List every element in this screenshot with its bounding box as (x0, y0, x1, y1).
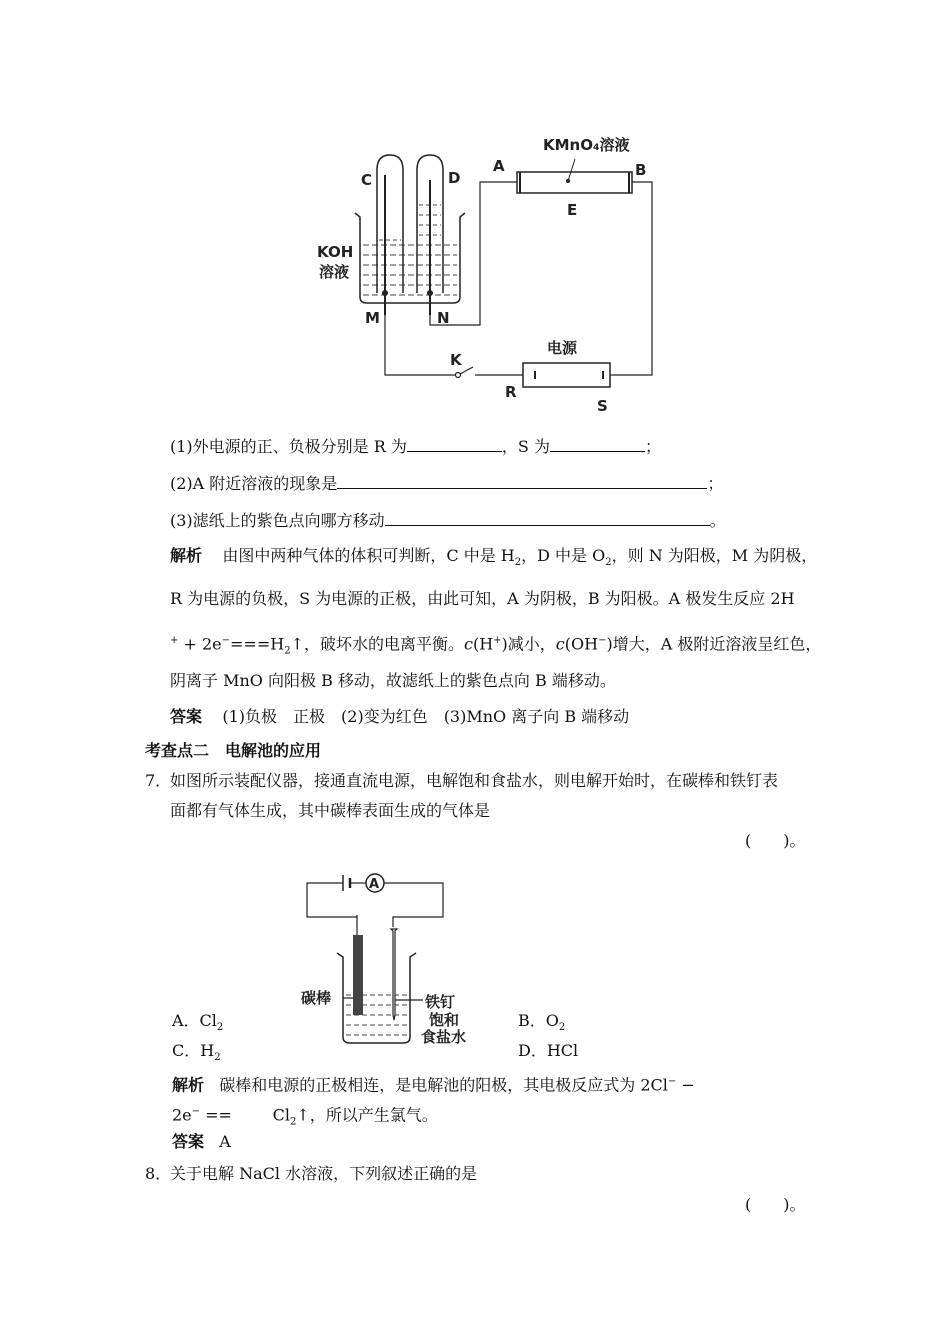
q6-analysis-text: ，D 中是 O (521, 546, 606, 565)
q7-analysis-text: 碳棒和电源的正极相连，是电解池的阳极，其电极反应式为 2Cl (219, 1075, 668, 1095)
q7-analysis-line1 (172, 1071, 695, 1096)
label-r: R (505, 383, 517, 401)
subscript: 2 (290, 1116, 297, 1128)
q6-analysis-line2: R 为电源的负极，S 为电源的正极，由此可知，A 为阴极，B 为阳极。A 极发生反应 2H (170, 589, 795, 608)
label-a: A (493, 157, 505, 175)
q7-answer (172, 1131, 231, 1153)
analysis-label: 解析 (170, 546, 203, 565)
iron-nail (391, 929, 397, 1020)
superscript: − (598, 635, 607, 646)
q6-analysis-text: )增大，A 极附近溶液呈红色， (606, 634, 822, 654)
subscript: 2 (214, 1052, 221, 1064)
q7-analysis-text: ↑，所以产生氯气。 (296, 1105, 438, 1125)
subscript: 2 (605, 557, 612, 569)
answer-blank[interactable] (385, 509, 710, 526)
label-koh: KOH (317, 243, 354, 261)
option-text: C．H (172, 1041, 215, 1060)
q7-analysis-text: Cl (272, 1105, 290, 1125)
answer-blank[interactable] (337, 472, 707, 489)
answer-label: 答案 (170, 707, 203, 726)
q8-text: 关于电解 NaCl 水溶液，下列叙述正确的是 (170, 1164, 478, 1183)
label-k: K (450, 351, 462, 369)
q7-option-c[interactable] (172, 1040, 221, 1069)
q6-part1-text-c: ； (644, 437, 661, 456)
superscript: − (221, 635, 231, 646)
superscript: − (667, 1076, 677, 1087)
label-salt-water: 食盐水 (421, 1028, 467, 1046)
q7-analysis-text: − (676, 1075, 695, 1095)
q6-analysis-text: 由图中两种气体的体积可判断，C 中是 H (222, 546, 515, 565)
q6-part1-text-b: ，S 为 (501, 437, 550, 456)
q6-analysis-text: c (463, 634, 473, 654)
q7-analysis-text: == (200, 1105, 232, 1125)
label-power: 电源 (547, 339, 578, 357)
carbon-rod (353, 935, 363, 1015)
figure-salt-water-electrolysis (295, 865, 485, 1050)
label-kmno4: KMnO₄溶液 (543, 136, 630, 154)
label-m: M (365, 309, 380, 327)
label-e: E (567, 201, 578, 219)
q6-answer-text: (1)负极 正极 (2)变为红色 (3)MnO 离子向 B 端移动 (222, 707, 630, 726)
q6-analysis-text: ↑，破坏水的电离平衡。 (290, 634, 464, 654)
analysis-label: 解析 (172, 1075, 205, 1095)
label-b: B (635, 161, 647, 179)
q6-part1-text-a: (1)外电源的正、负极分别是 R 为 (170, 437, 407, 456)
q6-analysis-text: (H (472, 634, 494, 654)
q7-text-line1: 如图所示装配仪器，接通直流电源，电解饱和食盐水，则电解开始时，在碳棒和铁钉表 (170, 771, 779, 790)
q7-option-d[interactable] (518, 1040, 578, 1062)
label-iron-nail: 铁钉 (425, 993, 456, 1011)
ammeter-label: A (369, 877, 380, 892)
q6-part3-text-b: 。 (709, 511, 726, 530)
q6-part1 (170, 435, 661, 458)
subscript: 2 (558, 1022, 566, 1034)
option-text: B．O (518, 1011, 559, 1030)
q6-part3 (170, 509, 726, 532)
q7-text-line2: 面都有气体生成，其中碳棒表面生成的气体是 (170, 801, 491, 820)
q7-number: 7． (145, 771, 172, 790)
q6-part3-text-a: (3)滤纸上的紫色点向哪方移动 (170, 511, 385, 530)
label-carbon-rod: 碳棒 (301, 989, 332, 1007)
option-text: A．Cl (172, 1011, 217, 1030)
q7-analysis-text: 2e (172, 1105, 192, 1125)
answer-label: 答案 (172, 1132, 205, 1151)
option-text: D．HCl (518, 1041, 579, 1060)
q6-analysis-line3 (170, 630, 821, 663)
q6-analysis-text: ===H (230, 634, 285, 654)
q7-answer-bracket[interactable]: ( )。 (745, 831, 806, 850)
q6-part2 (170, 472, 723, 495)
q7-option-a[interactable] (172, 1010, 223, 1039)
q6-analysis-text: (OH (564, 634, 599, 654)
q6-part2-text-a: (2)A 附近溶液的现象是 (170, 474, 338, 493)
subscript: 2 (514, 557, 522, 569)
label-s: S (597, 397, 608, 415)
section-title: 考查点二 电解池的应用 (145, 741, 322, 760)
superscript: + (170, 635, 179, 646)
q6-analysis-text: c (555, 634, 565, 654)
label-d: D (448, 169, 461, 187)
q8-answer-bracket[interactable]: ( )。 (745, 1195, 806, 1214)
label-koh-solution: 溶液 (319, 263, 350, 281)
label-c: C (361, 171, 373, 189)
figure-electrolysis-apparatus (305, 125, 670, 420)
q6-analysis-text: + 2e (178, 634, 222, 654)
q6-analysis-line1 (170, 545, 817, 574)
q6-answer (170, 706, 629, 728)
answer-blank[interactable] (407, 435, 502, 452)
label-n: N (437, 309, 450, 327)
q6-analysis-line4: 阴离子 MnO 向阳极 B 移动，故滤纸上的紫色点向 B 端移动。 (170, 671, 616, 690)
subscript: 2 (216, 1022, 224, 1034)
q7-analysis-line2 (172, 1101, 438, 1134)
q8-number: 8． (145, 1164, 172, 1183)
superscript: + (493, 635, 502, 646)
answer-blank[interactable] (550, 435, 645, 452)
q7-answer-text: A (219, 1132, 231, 1151)
subscript: 2 (284, 645, 291, 657)
q7-option-b[interactable] (518, 1010, 565, 1039)
q6-part2-text-b: ； (707, 474, 724, 493)
superscript: − (191, 1106, 201, 1117)
q6-analysis-text: ，则 N 为阳极，M 为阴极， (611, 546, 818, 565)
q6-analysis-text: )减小， (501, 634, 556, 654)
label-saturated: 饱和 (429, 1011, 460, 1029)
